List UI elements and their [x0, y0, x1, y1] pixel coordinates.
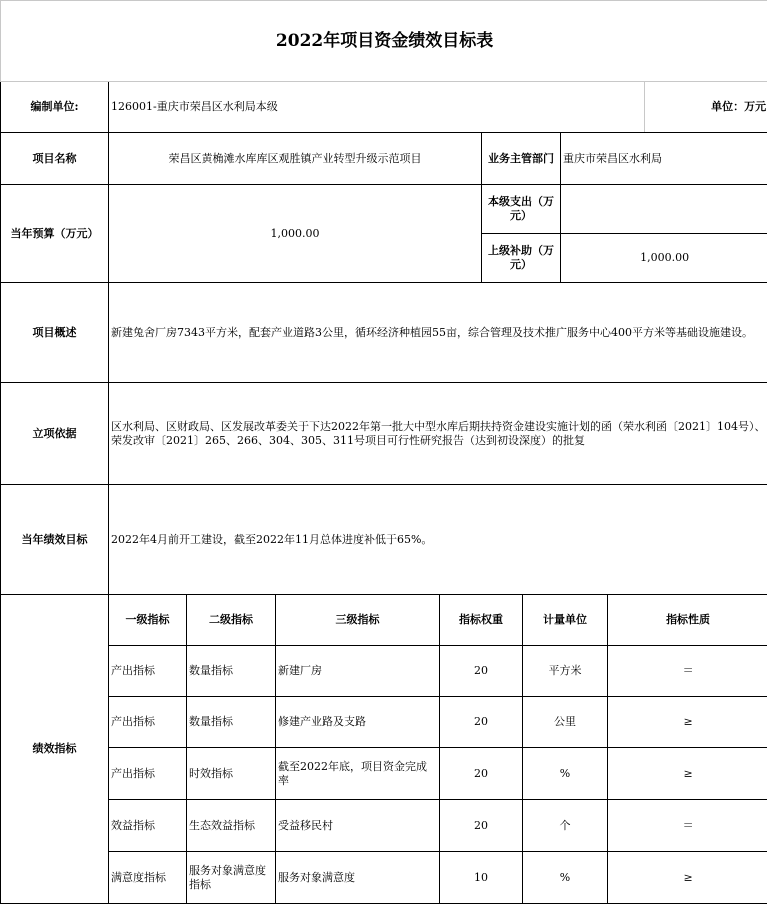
annual-target-text: 2022年4月前开工建设，截至2022年11月总体进度补低于65%。 — [109, 485, 767, 595]
header-unit: 计量单位 — [523, 595, 608, 646]
indicator-unit: 个 — [523, 800, 608, 852]
indicator-unit: 平方米 — [523, 646, 608, 697]
indicator-row — [1, 800, 767, 852]
indicator-level2: 数量指标 — [187, 697, 276, 748]
basis-text: 区水利局、区财政局、区发展改革委关于下达2022年第一批大中型水库后期扶持资金建设实施计划的函（荣水利函〔2021〕104号）、荣发改审〔2021〕265、266、304、305、311号项目可行性研究报告（达到初设深度）的批复 — [109, 383, 767, 485]
indicator-nature: ≥ — [608, 697, 767, 748]
org-unit-label: 编制单位: — [1, 82, 109, 133]
project-name-label: 项目名称 — [1, 133, 109, 185]
indicator-level2: 生态效益指标 — [187, 800, 276, 852]
project-name-value: 荣昌区黄桷滩水库库区观胜镇产业转型升级示范项目 — [109, 133, 482, 185]
indicators-label: 绩效指标 — [1, 595, 109, 904]
indicator-row — [1, 697, 767, 748]
header-weight: 指标权重 — [440, 595, 523, 646]
upper-subsidy-value: 1,000.00 — [561, 234, 767, 283]
header-nature: 指标性质 — [608, 595, 767, 646]
indicator-level1: 产出指标 — [109, 748, 187, 800]
indicator-weight: 20 — [440, 748, 523, 800]
indicator-weight: 20 — [440, 646, 523, 697]
indicator-level1: 效益指标 — [109, 800, 187, 852]
upper-subsidy-label: 上级补助（万元） — [482, 234, 561, 283]
indicator-nature: ＝ — [608, 646, 767, 697]
budget-label: 当年预算（万元） — [1, 185, 109, 283]
local-expense-label: 本级支出（万元） — [482, 185, 561, 234]
indicator-level2: 时效指标 — [187, 748, 276, 800]
indicator-row — [1, 646, 767, 697]
header-level2: 二级指标 — [187, 595, 276, 646]
indicator-row — [1, 748, 767, 800]
local-expense-value — [561, 185, 767, 234]
org-unit-value: 126001-重庆市荣昌区水利局本级 — [109, 82, 645, 133]
indicator-level2: 服务对象满意度指标 — [187, 852, 276, 904]
budget-value: 1,000.00 — [109, 185, 482, 283]
header-level3: 三级指标 — [276, 595, 440, 646]
indicator-level3: 服务对象满意度 — [276, 852, 440, 904]
currency-unit: 单位：万元 — [645, 82, 767, 133]
indicator-weight: 10 — [440, 852, 523, 904]
indicator-weight: 20 — [440, 697, 523, 748]
indicator-level2: 数量指标 — [187, 646, 276, 697]
annual-target-label: 当年绩效目标 — [1, 485, 109, 595]
indicator-unit: % — [523, 748, 608, 800]
header-level1: 一级指标 — [109, 595, 187, 646]
indicator-level3: 新建厂房 — [276, 646, 440, 697]
indicator-nature: ≥ — [608, 748, 767, 800]
indicator-level1: 产出指标 — [109, 646, 187, 697]
overview-label: 项目概述 — [1, 283, 109, 383]
page-title: 2022年项目资金绩效目标表 — [1, 1, 767, 82]
indicator-unit: % — [523, 852, 608, 904]
dept-value: 重庆市荣昌区水利局 — [561, 133, 767, 185]
indicator-weight: 20 — [440, 800, 523, 852]
indicator-unit: 公里 — [523, 697, 608, 748]
overview-text: 新建兔舍厂房7343平方米，配套产业道路3公里，循环经济种植园55亩，综合管理及技术推广服务中心400平方米等基础设施建设。 — [109, 283, 767, 383]
basis-label: 立项依据 — [1, 383, 109, 485]
indicator-level3: 受益移民村 — [276, 800, 440, 852]
indicator-level3: 截至2022年底，项目资金完成率 — [276, 748, 440, 800]
indicator-level1: 满意度指标 — [109, 852, 187, 904]
dept-label: 业务主管部门 — [482, 133, 561, 185]
indicator-level1: 产出指标 — [109, 697, 187, 748]
indicator-row — [1, 852, 767, 904]
indicator-nature: ＝ — [608, 800, 767, 852]
indicator-nature: ≥ — [608, 852, 767, 904]
indicator-level3: 修建产业路及支路 — [276, 697, 440, 748]
